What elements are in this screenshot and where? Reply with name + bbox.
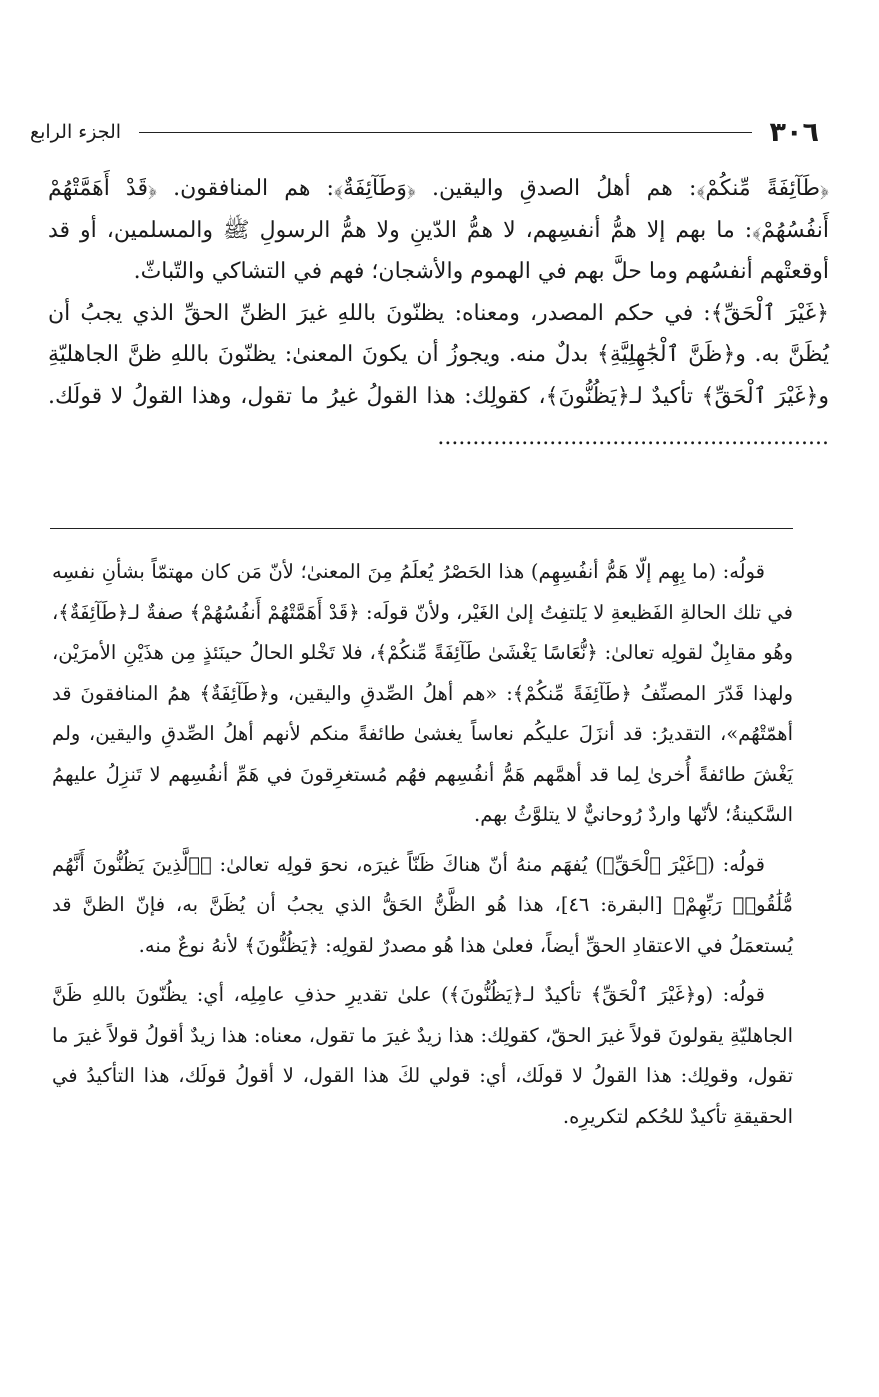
- running-head: الجزء الرابع: [30, 121, 122, 143]
- footnote-separator: [50, 528, 793, 529]
- main-paragraph-1: ﴿طَآئِفَةً مِّنكُمْ﴾: هم أهلُ الصدقِ واليقين. ﴿وَطَآئِفَةٌ﴾: هم المنافقون. ﴿قَدْ أَهَمَّتْهُمْ أَنفُسُهُمْ﴾: ما بهم إلا همُّ أنفسِهم، لا همُّ الدّينِ ولا همُّ الرسولِ ﷺ والمسلمين، أو قد أوقعتْهم أنفسُهم وما حلَّ بهم في الهموم والأشجان؛ فهم في التشاكي والتّباثّ.: [48, 176, 830, 284]
- header-rule: [139, 132, 752, 133]
- main-dots: ........................................................: [437, 425, 829, 450]
- commentary-paragraph-1: قولُه: (ما بِهِم إلّا هَمُّ أنفُسِهِم) هذا الحَصْرُ يُعلَمُ مِنَ المعنىٰ؛ لأنّ مَن كان مهتمّاً بشأنِ نفسِه في تلك الحالةِ الفَظيعةِ لا يَلتفِتُ إلىٰ الغَيْر، ولأنّ قولَه: ﴿قَدْ أَهَمَّتْهُمْ أَنفُسُهُمْ﴾ صفةٌ لـ﴿طَآئِفَةٌ﴾، وهُو مقابِلٌ لقولِه تعالىٰ: ﴿نُّعَاسًا يَغْشَىٰ طَآئِفَةً مِّنكُمْ﴾، فلا تَخْلو الحالُ حينَئذٍ مِن هذَيْنِ الأمرَيْن، ولهذا قَدّرَ المصنِّفُ ﴿طَآئِفَةً مِّنكُمْ﴾: «هم أهلُ الصِّدقِ واليقين، و﴿طَآئِفَةٌ﴾ همُ المنافقونَ قد أهمّتْهُم»، التقديرُ: قد أنزَلَ عليكُم نعاساً يغشىٰ طائفةً منكم لأنهم أهلُ الصِّدقِ واليقين، ولم يَغْشَ طائفةً أُخرىٰ لِما قد أهمَّهم هَمُّ أنفُسِهم فهُم مُستغرِقونَ في هَمِّ أنفُسِهم لا تَنزِلُ عليهمُ السَّكينةُ؛ لأنّها واردٌ رُوحانيٌّ لا يتلوَّثُ بهم.: [52, 560, 793, 826]
- main-text: [48, 168, 829, 459]
- page-number: ٣٠٦: [769, 116, 819, 148]
- main-paragraph-2-text: ﴿غَيْرَ ٱلْحَقِّ﴾: في حكم المصدر، ومعناه: يظنّونَ باللهِ غيرَ الظنِّ الحقِّ الذي يجبُ أن يُظَنَّ به. و﴿ظَنَّ ٱلْجَٰهِلِيَّةِ﴾ بدلٌ منه. ويجوزُ أن يكونَ المعنىٰ: يظنّونَ باللهِ ظنَّ الجاهليّةِ و﴿غَيْرَ ٱلْحَقِّ﴾ تأكيدٌ لـ﴿يَظُنُّونَ﴾، كقولِك: هذا القولُ غيرُ ما تقول، وهذا القولُ لا قولَك.: [48, 300, 829, 409]
- main-paragraph-2: [48, 293, 829, 459]
- page-header: [30, 112, 819, 152]
- commentary-paragraph-2: قولُه: (﴿غَيْرَ ٱلْحَقِّ﴾) يُفهَم منهُ أنّ هناكَ ظَنّاً غيرَه، نحوَ قولِه تعالىٰ: ﴿ٱلَّذِينَ يَظُنُّونَ أَنَّهُم مُّلَٰقُوا۟ رَبِّهِمْ﴾ [البقرة: ٤٦]، هذا هُو الظَّنُّ الحَقُّ الذي يجبُ أن يُظَنَّ به، فإنّ الظنَّ قد يُستعمَلُ في الاعتقادِ الحقِّ أيضاً، فعلىٰ هذا هُو مصدرٌ لقولِه: ﴿يَظُنُّونَ﴾ لأنهُ نوعٌ منه.: [52, 852, 793, 957]
- commentary-paragraph-3: قولُه: (و﴿غَيْرَ ٱلْحَقِّ﴾ تأكيدٌ لـ﴿يَظُنُّونَ﴾) علىٰ تقديرِ حذفِ عامِلِه، أي: يظُنّونَ باللهِ ظَنَّ الجاهليّةِ يقولونَ قولاً غيرَ الحقّ، كقولِك: هذا زيدٌ غيرَ ما تقول، معناه: هذا زيدٌ أقولُ قولاً غيرَ ما تقول، وقولِك: هذا القولُ لا قولَك، أي: قولي لكَ هذا القول، لا أقولُ قولَك، هذا التأكيدُ في الحقيقةِ تأكيدٌ للحُكم لتكريرِه.: [52, 983, 793, 1128]
- commentary-section: [52, 552, 793, 1146]
